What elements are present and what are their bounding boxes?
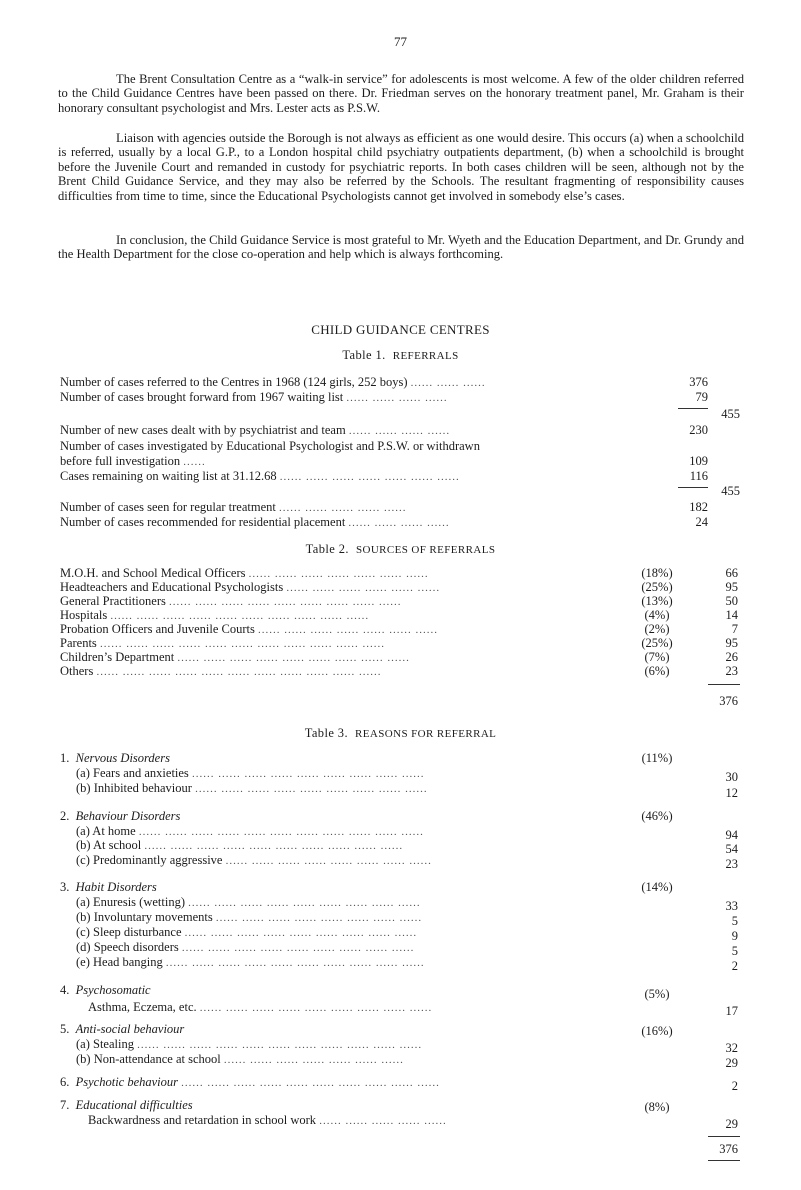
table3-item: (a) Stealing ...... ...... ...... ...... ...... ...... ...... ...... ...... ...... ...... (76, 1037, 423, 1051)
table2-percent: (2%) (644, 622, 670, 636)
table1-row: Cases remaining on waiting list at 31.12.68 ...... ...... ...... ...... ...... ...... ...... (60, 469, 460, 483)
table3-total: 376 (719, 1142, 738, 1156)
table3-item: Asthma, Eczema, etc. ...... ...... ...... ...... ...... ...... ...... ...... ...... (88, 1000, 433, 1014)
table2-value: 95 (725, 580, 738, 594)
table3-caption-title: REASONS FOR REFERRAL (355, 728, 497, 740)
table2-row: Headteachers and Educational Psychologists ...... ...... ...... ...... ...... ...... (60, 580, 441, 594)
table1-value: 182 (689, 500, 708, 514)
intro-paragraph-3: In conclusion, the Child Guidance Service is most grateful to Mr. Wyeth and the Education Department, and Dr. Grundy and the Health Department for the close co-operation and help which is always forthcoming. (58, 233, 744, 262)
table2-row: Parents ...... ...... ...... ...... ...... ...... ...... ...... ...... ...... ...... (60, 636, 385, 650)
table1-caption (0, 348, 801, 363)
table2-total: 376 (719, 694, 738, 708)
table2-value: 23 (725, 664, 738, 678)
table2-percent: (6%) (644, 664, 670, 678)
table3-value: 23 (725, 857, 738, 871)
table2-row: Others ...... ...... ...... ...... ...... ...... ...... ...... ...... ...... ...... (60, 664, 382, 678)
table3-value: 17 (725, 1004, 738, 1018)
table3-value: 2 (731, 1079, 738, 1093)
table3-percent: (14%) (641, 880, 673, 894)
table3-item: (a) Enuresis (wetting) ...... ...... ...... ...... ...... ...... ...... ...... ...... (76, 895, 421, 909)
table2-percent: (18%) (641, 566, 673, 580)
table2-percent: (4%) (644, 608, 670, 622)
table3-value: 30 (725, 770, 738, 784)
table3-item: (b) At school ...... ...... ...... ...... ...... ...... ...... ...... ...... ...... (76, 838, 404, 852)
table2-row: M.O.H. and School Medical Officers ...... ...... ...... ...... ...... ...... ...... (60, 566, 429, 580)
table3-value: 29 (725, 1056, 738, 1070)
table2-row: General Practitioners ...... ...... ...... ...... ...... ...... ...... ...... ...... (60, 594, 402, 608)
table3-item: (c) Predominantly aggressive ...... ...... ...... ...... ...... ...... ...... ...... (76, 853, 432, 867)
table1-row: Number of cases investigated by Educational Psychologist and P.S.W. or withdrawn (60, 439, 480, 453)
table3-percent: (16%) (641, 1024, 673, 1038)
table2-row: Probation Officers and Juvenile Courts ...... ...... ...... ...... ...... ...... ...... (60, 622, 438, 636)
table3-item: (b) Inhibited behaviour ...... ...... ...... ...... ...... ...... ...... ...... ...... (76, 781, 428, 795)
table3-value: 54 (725, 842, 738, 856)
table3-item: (b) Non-attendance at school ...... ...... ...... ...... ...... ...... ...... (76, 1052, 404, 1066)
table3-group-heading: 7. Educational difficulties (60, 1098, 193, 1112)
table3-item: (b) Involuntary movements ...... ...... ...... ...... ...... ...... ...... ...... (76, 910, 423, 924)
table2-percent: (25%) (641, 580, 673, 594)
table3-value: 5 (731, 944, 738, 958)
table3-group-heading: 3. Habit Disorders (60, 880, 157, 894)
table2-value: 50 (725, 594, 738, 608)
table1-value: 230 (689, 423, 708, 437)
table1-value: 116 (689, 469, 708, 483)
table3-group-heading: 6. Psychotic behaviour ...... ...... ...... ...... ...... ...... ...... ...... ...... ...... (60, 1075, 440, 1089)
table3-value: 2 (731, 959, 738, 973)
table3-value: 9 (731, 929, 738, 943)
table3-percent: (11%) (641, 751, 673, 765)
table1-total: 455 (721, 407, 740, 421)
rule (708, 684, 740, 685)
table3-percent: (46%) (641, 809, 673, 823)
table3-value: 33 (725, 899, 738, 913)
table3-value: 29 (725, 1117, 738, 1131)
table2-percent: (13%) (641, 594, 673, 608)
table3-value: 12 (725, 786, 738, 800)
rule (708, 1136, 740, 1137)
table1-caption-prefix: Table 1. (342, 348, 386, 362)
intro-paragraph-2: Liaison with agencies outside the Borough is not always as efficient as one would desire. This occurs (a) when a schoolchild is referred, usually by a local G.P., to a London hospital child psychiatry outpatients department, (b) when a schoolchild is brought before the Juvenile Court and remanded in custody for psychiatric reports. In both cases children will be seen, although not by the Brent Child Guidance Service, and they may also be referred by the Schools. The resultant fragmenting of responsibility causes difficulties from time to time, since the Educational Psychologists cannot get involved in somebody else’s cases. (58, 131, 744, 203)
table2-value: 95 (725, 636, 738, 650)
table2-value: 26 (725, 650, 738, 664)
table3-value: 5 (731, 914, 738, 928)
table3-item: (a) Fears and anxieties ...... ...... ...... ...... ...... ...... ...... ...... ...... (76, 766, 425, 780)
table3-group-heading: 5. Anti-social behaviour (60, 1022, 185, 1036)
table1-value: 376 (689, 375, 708, 389)
table2-value: 14 (725, 608, 738, 622)
table1-caption-title: REFERRALS (392, 350, 459, 362)
table3-percent: (5%) (644, 987, 670, 1001)
table3-group-heading: 2. Behaviour Disorders (60, 809, 181, 823)
intro-paragraph-1: The Brent Consultation Centre as a “walk-in service” for adolescents is most welcome. A few of the older children referred to the Child Guidance Centres have been passed on there. Dr. Friedman serves on the honorary treatment panel, Mr. Graham is their honorary consultant psychologist and Mrs. Lester acts as P.S.W. (58, 72, 744, 115)
table1-row: Number of cases referred to the Centres in 1968 (124 girls, 252 boys) ...... ...... ...... (60, 375, 486, 389)
table3-item: (e) Head banging ...... ...... ...... ...... ...... ...... ...... ...... ...... ...... (76, 955, 425, 969)
table3-item: Backwardness and retardation in school work ...... ...... ...... ...... ...... (88, 1113, 447, 1127)
table3-value: 32 (725, 1041, 738, 1055)
table1-row: before full investigation ...... (60, 454, 206, 468)
table3-value: 94 (725, 828, 738, 842)
section-title: CHILD GUIDANCE CENTRES (311, 322, 490, 337)
table1-value: 79 (695, 390, 708, 404)
table1-row: Number of new cases dealt with by psychiatrist and team ...... ...... ...... ...... (60, 423, 451, 437)
table3-item: (d) Speech disorders ...... ...... ...... ...... ...... ...... ...... ...... ...... (76, 940, 415, 954)
table1-row: Number of cases brought forward from 1967 waiting list ...... ...... ...... ...... (60, 390, 448, 404)
table1-value: 109 (689, 454, 708, 468)
table2-percent: (25%) (641, 636, 673, 650)
table3-caption-prefix: Table 3. (304, 726, 348, 740)
table2-caption (0, 542, 801, 557)
table3-percent: (8%) (644, 1100, 670, 1114)
table3-item: (c) Sleep disturbance ...... ...... ...... ...... ...... ...... ...... ...... ...... (76, 925, 418, 939)
table2-row: Children’s Department ...... ...... ...... ...... ...... ...... ...... ...... ...... (60, 650, 410, 664)
page-number: 77 (394, 34, 407, 49)
table2-value: 7 (731, 622, 738, 636)
table2-row: Hospitals ...... ...... ...... ...... ...... ...... ...... ...... ...... ...... (60, 608, 370, 622)
table1-row: Number of cases seen for regular treatment ...... ...... ...... ...... ...... (60, 500, 407, 514)
table1-total: 455 (721, 484, 740, 498)
table2-caption-prefix: Table 2. (305, 542, 349, 556)
table3-caption (0, 726, 801, 741)
table1-value: 24 (695, 515, 708, 529)
table2-caption-title: SOURCES OF REFERRALS (355, 544, 496, 556)
table1-row: Number of cases recommended for residential placement ...... ...... ...... ...... (60, 515, 450, 529)
table2-value: 66 (725, 566, 738, 580)
table3-group-heading: 4. Psychosomatic (60, 983, 151, 997)
table2-percent: (7%) (644, 650, 670, 664)
table3-group-heading: 1. Nervous Disorders (60, 751, 170, 765)
rule (708, 1160, 740, 1161)
table3-item: (a) At home ...... ...... ...... ...... ...... ...... ...... ...... ...... ...... ...... (76, 824, 424, 838)
